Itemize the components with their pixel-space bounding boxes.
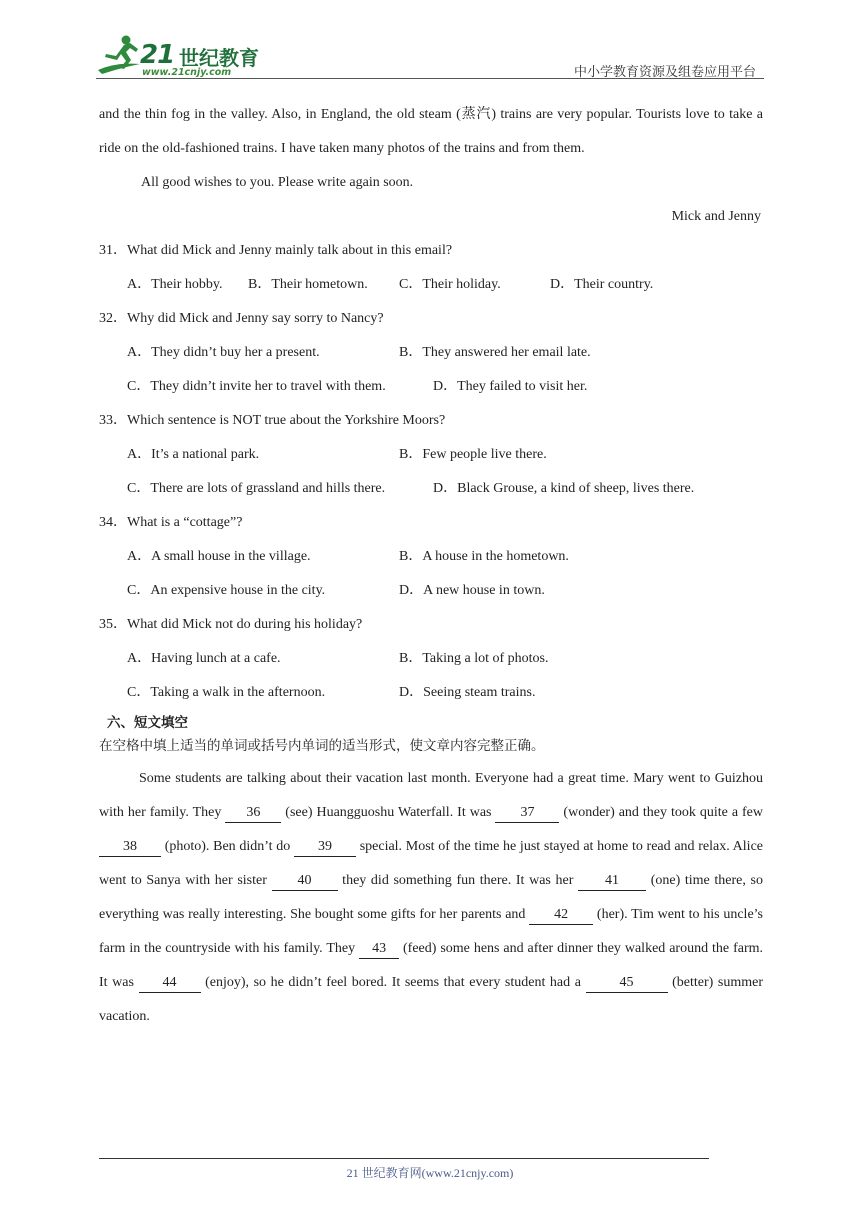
option-d: D．A new house in town.: [399, 583, 545, 598]
option-b: B．Their hometown.: [248, 277, 368, 292]
option-row: [99, 540, 763, 574]
blank-38[interactable]: 38: [99, 838, 161, 857]
option-a: A．Their hobby.: [127, 277, 223, 292]
option-a: A．Having lunch at a cafe.: [127, 651, 281, 666]
site-logo: [96, 34, 266, 80]
blank-42[interactable]: 42: [529, 906, 593, 925]
runner-logo-icon: [96, 34, 142, 76]
logo-text: 世纪教育: [179, 46, 259, 70]
blank-36[interactable]: 36: [225, 804, 281, 823]
header-divider: [96, 78, 764, 79]
option-row: [99, 370, 763, 404]
question-stem: 32．Why did Mick and Jenny say sorry to Nancy?: [99, 311, 384, 326]
blank-37[interactable]: 37: [495, 804, 559, 823]
section-title: 六、短文填空: [107, 715, 188, 731]
blank-40[interactable]: 40: [272, 872, 338, 891]
logo-url: www.21cnjy.com: [142, 67, 232, 78]
blank-45[interactable]: 45: [586, 974, 668, 993]
option-b: B．Few people live there.: [399, 447, 547, 462]
option-c: C．Their holiday.: [399, 277, 501, 292]
option-a: A．They didn’t buy her a present.: [127, 345, 320, 360]
section-instruction: 在空格中填上适当的单词或括号内单词的适当形式，使文章内容完整正确。: [99, 738, 545, 754]
option-d: D．They failed to visit her.: [433, 379, 588, 394]
option-c: C．They didn’t invite her to travel with them.: [127, 379, 386, 394]
option-row: [99, 574, 763, 608]
option-c: C．An expensive house in the city.: [127, 583, 326, 598]
document-body: [99, 98, 763, 1034]
option-row: [99, 438, 763, 472]
blank-43[interactable]: 43: [359, 940, 399, 959]
option-b: B．They answered her email late.: [399, 345, 591, 360]
question-stem: 35．What did Mick not do during his holiday?: [99, 617, 363, 632]
blank-39[interactable]: 39: [294, 838, 356, 857]
option-c: C．There are lots of grassland and hills there.: [127, 481, 386, 496]
blank-44[interactable]: 44: [139, 974, 201, 993]
option-a: A．A small house in the village.: [127, 549, 311, 564]
question-stem: 33．Which sentence is NOT true about the Yorkshire Moors?: [99, 413, 446, 428]
option-c: C．Taking a walk in the afternoon.: [127, 685, 326, 700]
option-row: [99, 676, 763, 698]
passage-paragraph: and the thin fog in the valley. Also, in England, the old steam (蒸汽) trains are very popular. Tourists love to take a ride on the old-fashioned trains. I have taken many photos of the trains and from them.: [99, 107, 763, 156]
option-row: [99, 642, 763, 676]
question-stem: 31．What did Mick and Jenny mainly talk about in this email?: [99, 243, 453, 258]
passage-closing: All good wishes to you. Please write again soon.: [141, 175, 414, 190]
option-row: [99, 336, 763, 370]
logo-number: 21: [140, 40, 175, 70]
option-a: A．It’s a national park.: [127, 447, 260, 462]
passage-signature: Mick and Jenny: [671, 209, 761, 224]
option-row: [99, 268, 763, 302]
option-b: B．A house in the hometown.: [399, 549, 569, 564]
option-d: D．Seeing steam trains.: [399, 685, 536, 700]
option-row: [99, 472, 763, 506]
cloze-passage: Some students are talking about their vacation last month. Everyone had a great time. Mary went to Guizhou with her family. They 36 (see) Huangguoshu Waterfall. It was 37 (wonder) and they took quite a few 38 (photo). Ben didn’t do 39 special. Most of the time he just stayed at home to read and relax. Alice went to Sanya with her sister 40 they did something fun there. It was her 41 (one) time there, so everything was really interesting. She bought some gifts for her parents and 42 (her). Tim went to his uncle’s farm in the countryside with his family. They 43 (feed) some hens and after dinner they walked around the farm. It was 44 (enjoy), so he didn’t feel bored. It seems that every student had a 45 (better) summer vacation.: [99, 771, 763, 1024]
question-stem: 34．What is a “cottage”?: [99, 515, 243, 530]
option-d: D．Their country.: [550, 277, 654, 292]
option-b: B．Taking a lot of photos.: [399, 651, 549, 666]
header-platform-text: 中小学教育资源及组卷应用平台: [573, 65, 756, 80]
footer-text: 21 世纪教育网(www.21cnjy.com): [346, 1166, 514, 1180]
blank-41[interactable]: 41: [578, 872, 646, 891]
option-d: D．Black Grouse, a kind of sheep, lives there.: [433, 481, 695, 496]
footer-divider: [99, 1158, 709, 1159]
